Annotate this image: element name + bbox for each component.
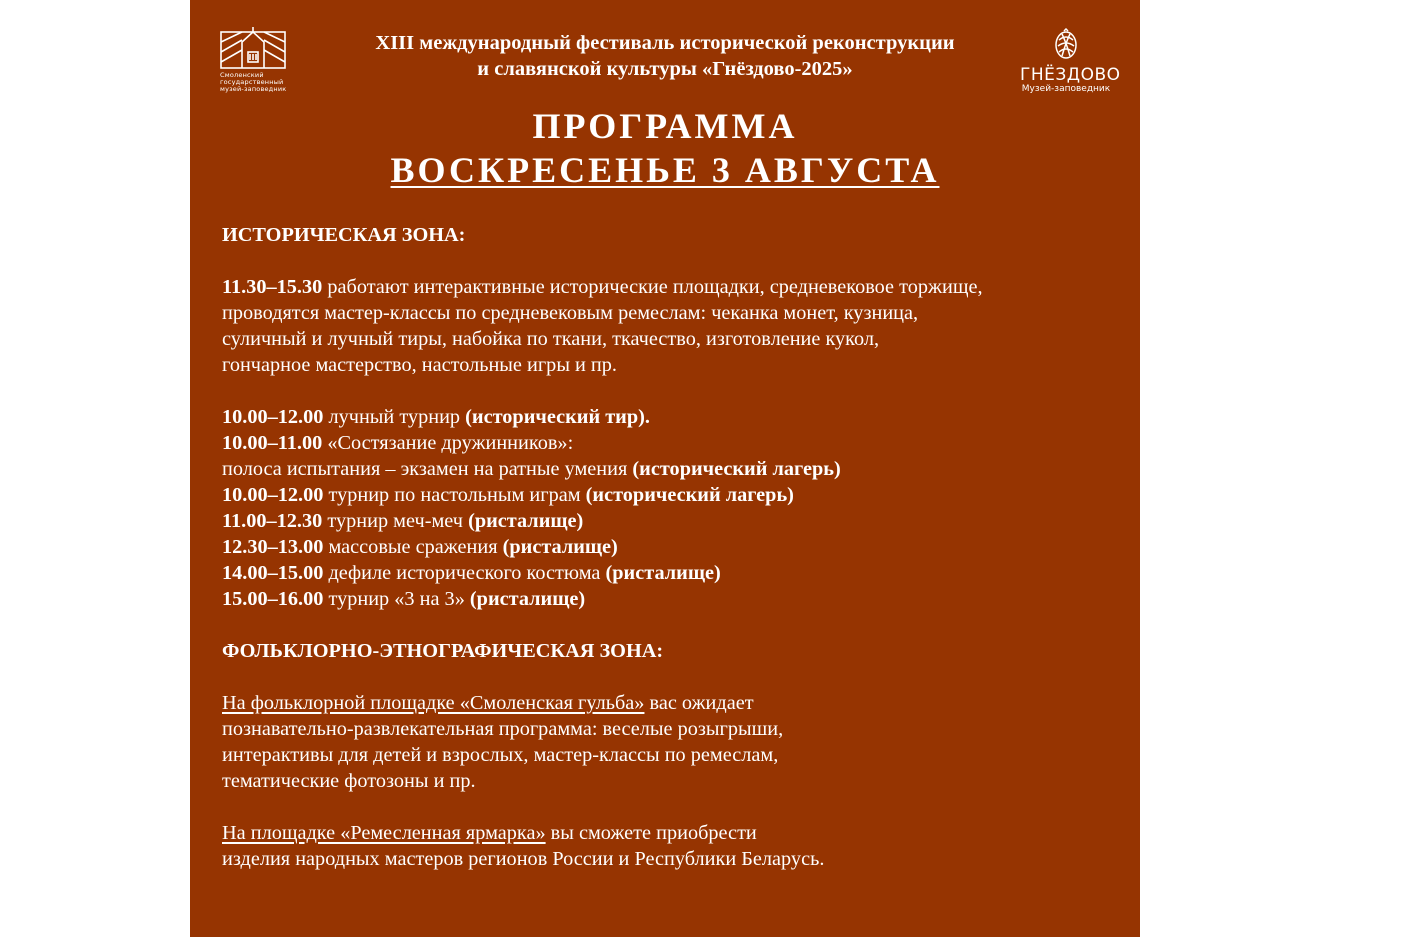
- left-logo-caption-2: государственный: [220, 78, 284, 86]
- program-title: [190, 104, 1140, 192]
- gulba-line-2: познавательно-развлекательная программа: веселые розыгрыши,: [222, 718, 784, 740]
- schedule-text: «Состязание дружинников»:: [322, 432, 574, 454]
- schedule-item: [222, 404, 1122, 430]
- fair-line-1: [222, 820, 1122, 846]
- schedule-item: [222, 586, 1122, 612]
- fair-text-1: вы сможете приобрести: [545, 822, 757, 844]
- schedule-time: 12.30–13.00: [222, 536, 324, 558]
- museum-building-logo-icon: [220, 26, 286, 70]
- fair-line-2: изделия народных мастеров регионов России и Республики Беларусь.: [222, 848, 825, 870]
- festival-title-line-1: XIII международный фестиваль исторической реконструкции: [375, 32, 955, 54]
- schedule-time: 10.00–12.00: [222, 484, 324, 506]
- left-logo-caption-3: музей-заповедник: [220, 85, 287, 93]
- schedule-time: 11.00–12.30: [222, 510, 323, 532]
- program-poster: [190, 0, 1140, 937]
- schedule-text: полоса испытания – экзамен на ратные умения: [222, 458, 633, 480]
- schedule-item: [222, 534, 1122, 560]
- historical-intro-line-4: гончарное мастерство, настольные игры и пр.: [222, 354, 617, 376]
- schedule-place: (исторический тир).: [465, 406, 650, 428]
- schedule-text: массовые сражения: [323, 536, 503, 558]
- gulba-line-4: тематические фотозоны и пр.: [222, 770, 476, 792]
- program-date-line: ВОСКРЕСЕНЬЕ 3 АВГУСТА: [390, 150, 940, 190]
- intro-text-1: работают интерактивные исторические площадки, средневековое торжище,: [322, 276, 983, 298]
- right-logo-subtitle: Музей-заповедник: [1021, 84, 1111, 94]
- intro-time: 11.30–15.30: [222, 276, 323, 298]
- schedule-text: лучный турнир: [323, 406, 466, 428]
- schedule-place: (ристалище): [469, 588, 586, 610]
- gulba-text-1: вас ожидает: [644, 692, 754, 714]
- gulba-line-1: [222, 690, 1122, 716]
- schedule-text: дефиле исторического костюма: [323, 562, 606, 584]
- smolensk-museum-logo: [220, 26, 290, 98]
- gulba-line-3: интерактивы для детей и взрослых, мастер-классы по ремеслам,: [222, 744, 779, 766]
- schedule-item: [222, 456, 1122, 482]
- gnezdovo-museum-logo: [1020, 28, 1121, 95]
- schedule-item: [222, 430, 1122, 456]
- schedule-time: 14.00–15.00: [222, 562, 324, 584]
- folk-zone-heading: ФОЛЬКЛОРНО-ЭТНОГРАФИЧЕСКАЯ ЗОНА:: [222, 640, 664, 662]
- gulba-venue-link[interactable]: На фольклорной площадке «Смоленская гульба»: [222, 692, 645, 714]
- schedule-place: (исторический лагерь): [632, 458, 841, 480]
- schedule-place: (ристалище): [502, 536, 618, 558]
- program-title-line: ПРОГРАММА: [532, 106, 798, 146]
- schedule-time: 10.00–11.00: [222, 432, 323, 454]
- schedule-item: [222, 482, 1122, 508]
- festival-title: [310, 30, 1020, 82]
- schedule-place: (ристалище): [605, 562, 721, 584]
- schedule-text: турнир «3 на 3»: [323, 588, 470, 610]
- right-logo-brand: ГНЁЗДОВО: [1020, 65, 1121, 85]
- schedule-time: 10.00–12.00: [222, 406, 324, 428]
- program-content: [222, 222, 1122, 872]
- schedule-time: 15.00–16.00: [222, 588, 324, 610]
- historical-intro-line-1: [222, 274, 1122, 300]
- gnezdovo-egg-logo-icon: [1053, 28, 1079, 60]
- schedule-place: (ристалище): [468, 510, 584, 532]
- historical-zone-heading: ИСТОРИЧЕСКАЯ ЗОНА:: [222, 224, 466, 246]
- schedule-place: (исторический лагерь): [585, 484, 794, 506]
- left-logo-caption-1: Смоленский: [220, 71, 264, 79]
- schedule-item: [222, 560, 1122, 586]
- schedule-item: [222, 508, 1122, 534]
- historical-intro-line-3: суличный и лучный тиры, набойка по ткани, ткачество, изготовление кукол,: [222, 328, 880, 350]
- schedule-text: турнир по настольным играм: [323, 484, 586, 506]
- schedule-text: турнир меч-меч: [322, 510, 469, 532]
- fair-venue-link[interactable]: На площадке «Ремесленная ярмарка»: [222, 822, 546, 844]
- festival-title-line-2: и славянской культуры «Гнёздово-2025»: [477, 58, 853, 80]
- historical-intro-line-2: проводятся мастер-классы по средневековым ремеслам: чеканка монет, кузница,: [222, 302, 919, 324]
